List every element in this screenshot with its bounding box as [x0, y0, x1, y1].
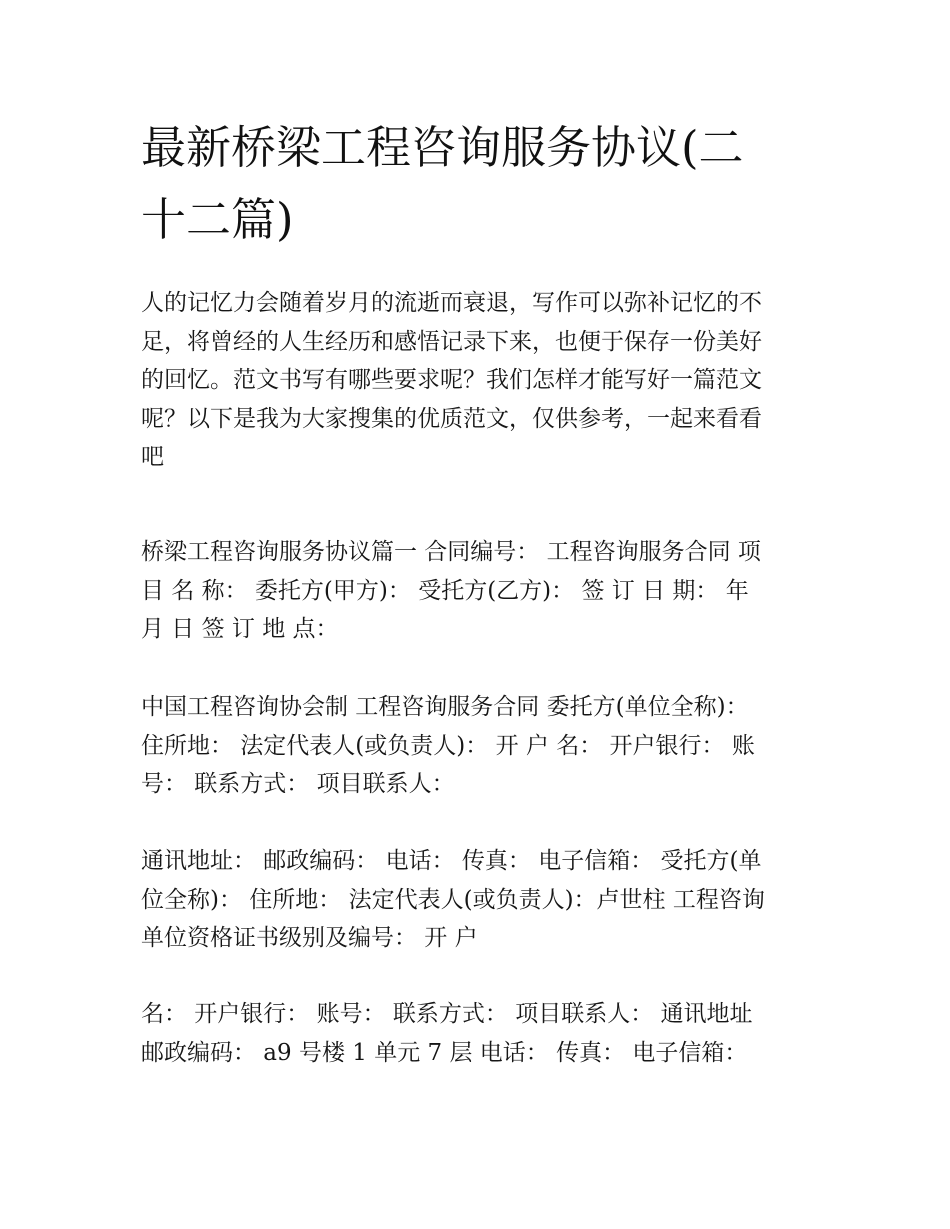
- document-title: [141, 112, 821, 256]
- paragraph-line: 目 名 称： 委托方(甲方)： 受托方(乙方)： 签 订 日 期： 年: [141, 577, 749, 604]
- contractor-info-paragraph: [141, 842, 821, 958]
- paragraph-line: 呢？以下是我为大家搜集的优质范文，仅供参考，一起来看看: [141, 405, 762, 432]
- paragraph-line: 号： 联系方式： 项目联系人：: [141, 771, 455, 797]
- paragraph-line: 位全称)： 住所地： 法定代表人(或负责人)：卢世柱 工程咨询: [141, 886, 765, 913]
- contractor-contact-paragraph: [141, 995, 821, 1072]
- paragraph-line: 吧: [141, 444, 164, 470]
- paragraph-line: 名： 开户银行： 账号： 联系方式： 项目联系人： 通讯地址: [141, 1001, 753, 1027]
- paragraph-line: 月 日 签 订 地 点：: [141, 616, 339, 642]
- paragraph-line: 住所地： 法定代表人(或负责人)： 开 户 名： 开户银行： 账: [141, 732, 755, 759]
- paragraph-line: 邮政编码： a9 号楼 1 单元 7 层 电话： 传真： 电子信箱：: [141, 1039, 748, 1066]
- client-info-paragraph: [141, 688, 821, 804]
- paragraph-line: 单位资格证书级别及编号： 开 户: [141, 925, 478, 951]
- paragraph-line: 人的记忆力会随着岁月的流逝而衰退，写作可以弥补记忆的不: [141, 290, 762, 316]
- intro-paragraph: [141, 284, 821, 477]
- title-line: 最新桥梁工程咨询服务协议(二: [141, 121, 744, 174]
- paragraph-line: 足，将曾经的人生经历和感悟记录下来，也便于保存一份美好: [141, 328, 762, 355]
- paragraph-line: 通讯地址： 邮政编码： 电话： 传真： 电子信箱： 受托方(单: [141, 848, 762, 874]
- title-line: 十二篇): [141, 193, 294, 246]
- paragraph-line: 中国工程咨询协会制 工程咨询服务合同 委托方(单位全称)：: [141, 694, 749, 720]
- paragraph-line: 桥梁工程咨询服务协议篇一 合同编号： 工程咨询服务合同 项: [141, 539, 761, 565]
- contract-header-paragraph: [141, 533, 821, 649]
- paragraph-line: 的回忆。范文书写有哪些要求呢？我们怎样才能写好一篇范文: [141, 367, 762, 393]
